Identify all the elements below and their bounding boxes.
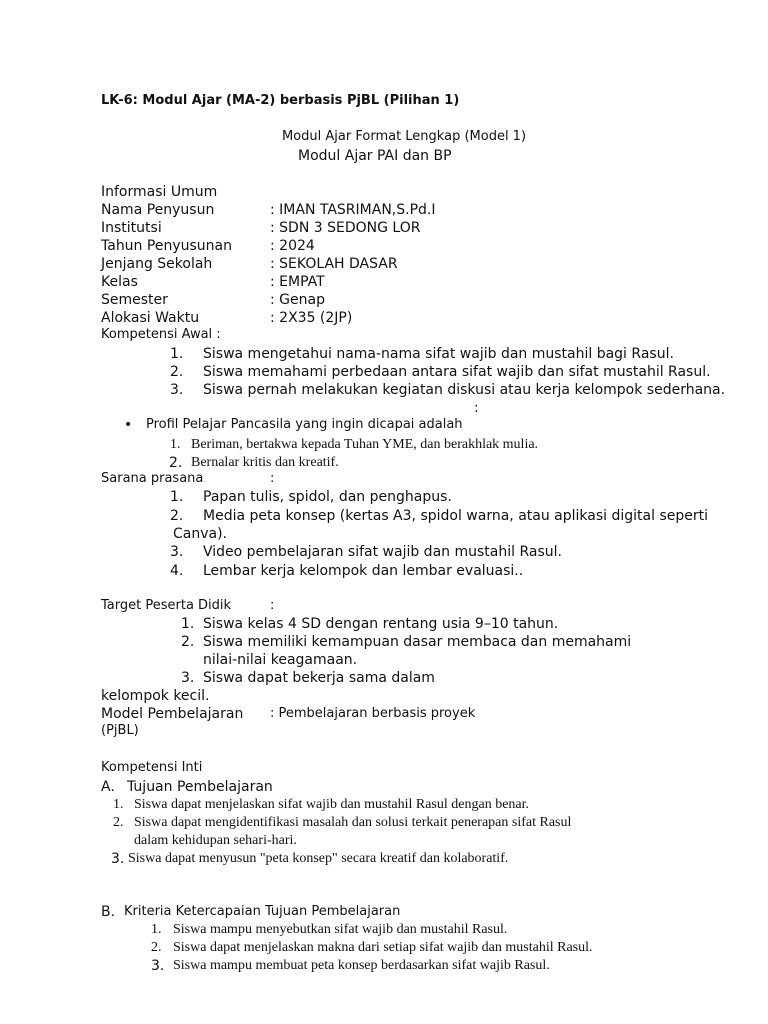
profil-heading: Profil Pelajar Pancasila yang ingin dicapai adalah [146, 417, 463, 432]
list-item: Siswa memahami perbedaan antara sifat wajib dan sifat mustahil Rasul. [203, 364, 711, 380]
list-item: Beriman, bertakwa kepada Tuhan YME, dan berakhlak mulia. [191, 437, 539, 452]
list-number: 1. [170, 489, 184, 505]
section-letter: B. [101, 904, 116, 920]
list-number: 2. [170, 364, 184, 380]
info-value: : 2X35 (2JP) [270, 310, 353, 326]
kompetensi-inti-heading: Kompetensi Inti [101, 760, 203, 775]
list-item: Siswa dapat menjelaskan makna dari setiap sifat wajib dan mustahil Rasul. [173, 940, 593, 955]
sarana-label: Sarana prasana [101, 471, 204, 486]
list-item: Lembar kerja kelompok dan lembar evaluasi.. [203, 563, 524, 579]
list-item: Bernalar kritis dan kreatif. [191, 455, 339, 470]
list-number: 2. [181, 634, 195, 650]
list-number: 1. [151, 922, 162, 937]
list-item: Video pembelajaran sifat wajib dan mustahil Rasul. [203, 544, 562, 560]
section-letter: A. [101, 779, 115, 795]
info-label: Jenjang Sekolah [101, 256, 213, 272]
list-item: Siswa kelas 4 SD dengan rentang usia 9–10 tahun. [203, 616, 559, 632]
kompetensi-awal-heading: Kompetensi Awal : [101, 327, 221, 342]
list-item: Siswa dapat bekerja sama dalam [203, 670, 435, 686]
list-number: 1. [113, 797, 124, 812]
info-label: Tahun Penyusunan [101, 238, 232, 254]
info-heading: Informasi Umum [101, 184, 218, 200]
section-title: Kriteria Ketercapaian Tujuan Pembelajaran [124, 904, 401, 919]
list-item: Siswa mampu membuat peta konsep berdasarkan sifat wajib Rasul. [173, 958, 550, 973]
bullet-icon: • [124, 417, 133, 433]
section-title: Tujuan Pembelajaran [127, 779, 273, 795]
target-colon: : [270, 598, 275, 613]
list-number: 2. [169, 455, 183, 471]
list-number: 3. [170, 544, 184, 560]
list-item: Siswa dapat menyusun "peta konsep" secara kreatif dan kolaboratif. [128, 851, 509, 866]
list-number: 2. [113, 815, 124, 830]
list-number: 3. [170, 382, 184, 398]
list-item: Media peta konsep (kertas A3, spidol warna, atau aplikasi digital seperti [203, 508, 708, 524]
info-value: : EMPAT [270, 274, 325, 290]
module-title: Modul Ajar PAI dan BP [298, 148, 452, 164]
list-item-continuation: Canva). [173, 526, 228, 542]
list-item-continuation: nilai-nilai keagamaan. [203, 652, 358, 668]
stray-colon: : [474, 400, 479, 416]
list-number: 3. [151, 958, 165, 974]
info-value: : IMAN TASRIMAN,S.Pd.I [270, 202, 436, 218]
list-number: 1. [181, 616, 195, 632]
list-item: Siswa mampu menyebutkan sifat wajib dan mustahil Rasul. [173, 922, 508, 937]
document-title: LK-6: Modul Ajar (MA-2) berbasis PjBL (Pilihan 1) [101, 93, 460, 108]
info-value: : SDN 3 SEDONG LOR [270, 220, 421, 236]
info-label: Nama Penyusun [101, 202, 215, 218]
list-item: Papan tulis, spidol, dan penghapus. [203, 489, 452, 505]
info-label: Alokasi Waktu [101, 310, 200, 326]
list-number: 3. [111, 851, 125, 867]
target-label: Target Peserta Didik [101, 598, 232, 613]
list-item: Siswa dapat mengidentifikasi masalah dan solusi terkait penerapan sifat Rasul [134, 815, 572, 830]
info-label: Kelas [101, 274, 138, 290]
list-number: 4. [170, 563, 184, 579]
info-value: : 2024 [270, 238, 315, 254]
info-label: Semester [101, 292, 168, 308]
format-title: Modul Ajar Format Lengkap (Model 1) [282, 129, 527, 144]
list-item: Siswa pernah melakukan kegiatan diskusi atau kerja kelompok sederhana. [203, 382, 726, 398]
sarana-colon: : [270, 471, 275, 486]
info-value: : SEKOLAH DASAR [270, 256, 398, 272]
model-value: : Pembelajaran berbasis proyek [270, 706, 476, 721]
list-item-continuation: dalam kehidupan sehari-hari. [134, 833, 297, 848]
list-number: 1. [170, 437, 181, 452]
list-number: 2. [170, 508, 184, 524]
list-number: 3. [181, 670, 195, 686]
list-item: Siswa dapat menjelaskan sifat wajib dan mustahil Rasul dengan benar. [134, 797, 530, 812]
list-number: 1. [170, 346, 184, 362]
list-number: 2. [151, 940, 162, 955]
model-continuation: (PjBL) [101, 723, 139, 738]
list-item-continuation: kelompok kecil. [101, 688, 210, 704]
info-value: : Genap [270, 292, 325, 308]
info-label: Institutsi [101, 220, 162, 236]
list-item: Siswa memiliki kemampuan dasar membaca dan memahami [203, 634, 632, 650]
model-label: Model Pembelajaran [101, 706, 244, 722]
list-item: Siswa mengetahui nama-nama sifat wajib dan mustahil bagi Rasul. [203, 346, 674, 362]
